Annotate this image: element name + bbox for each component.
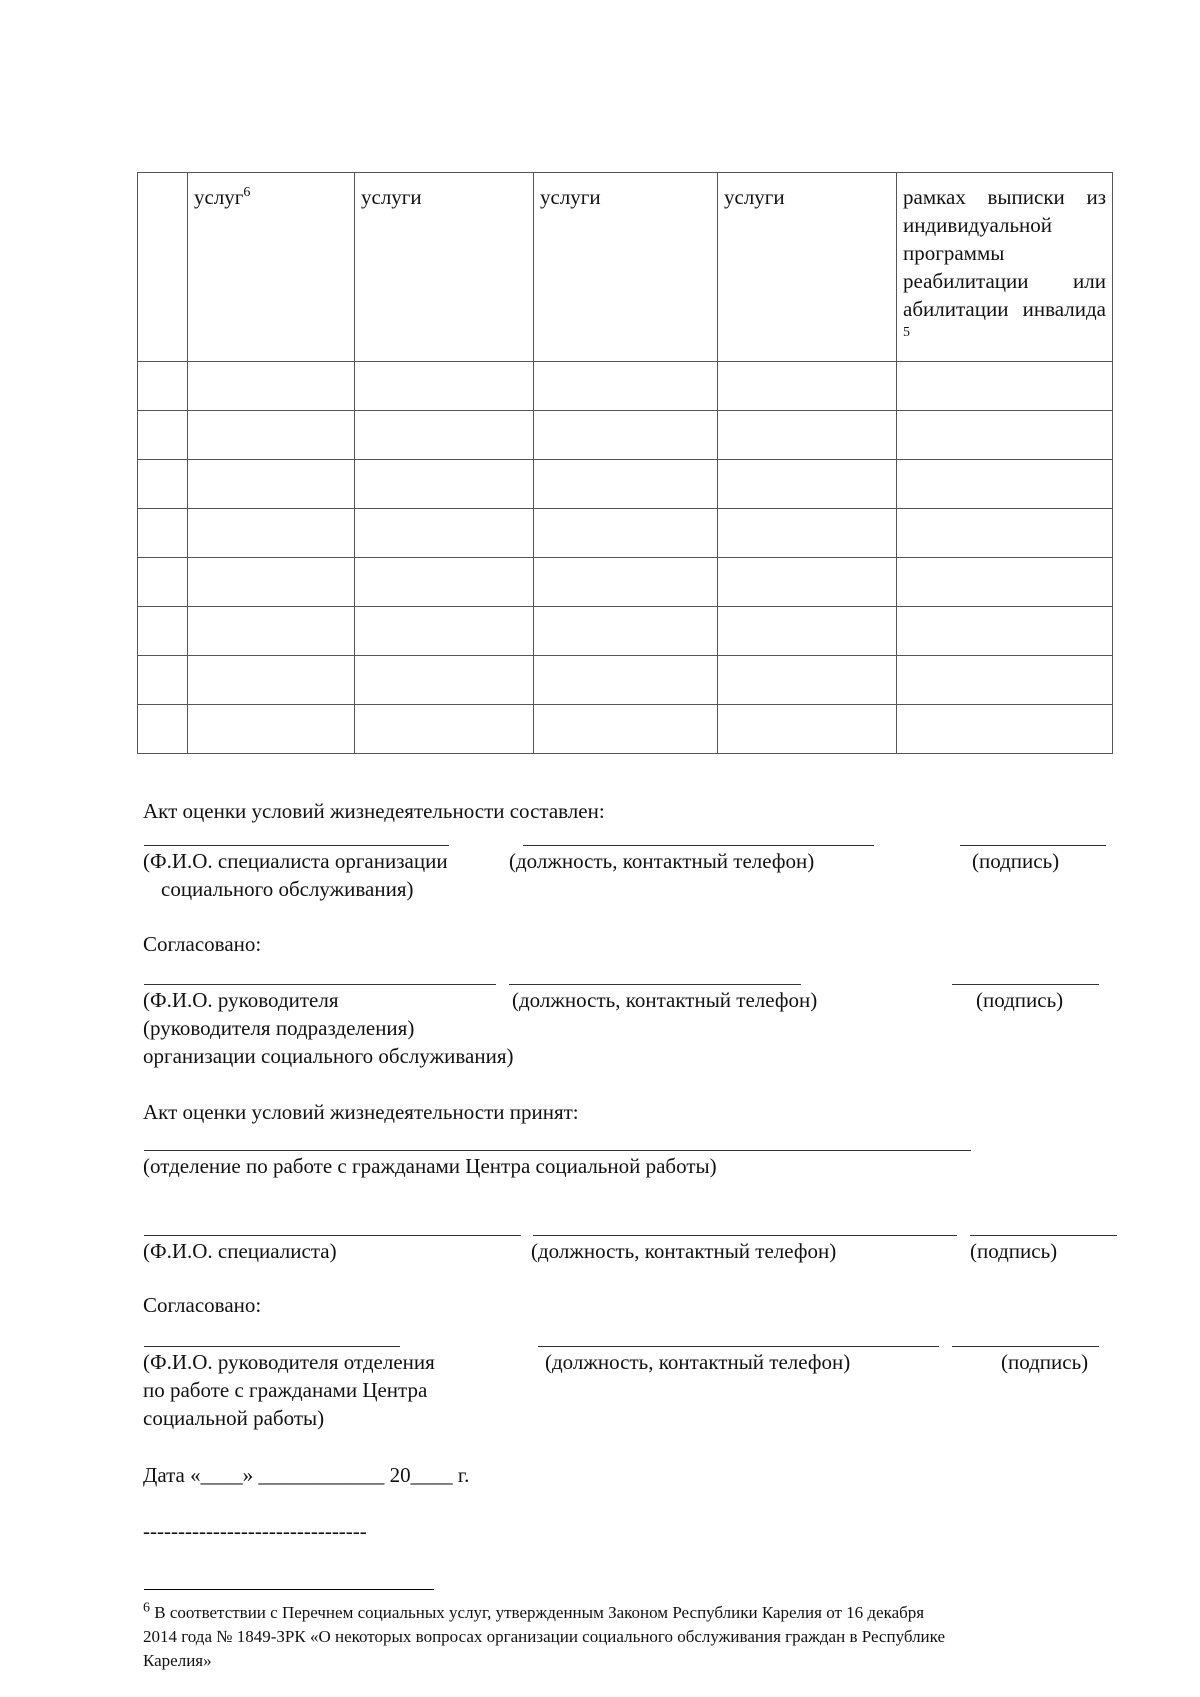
table-cell (897, 558, 1113, 607)
table-cell (188, 509, 355, 558)
table-cell (718, 656, 897, 705)
position-line (538, 1346, 939, 1347)
signature-line (960, 845, 1106, 846)
section-title-approved: Согласовано: (143, 1293, 262, 1317)
table-cell (718, 362, 897, 411)
table-header-cell: услуги (718, 173, 897, 362)
footnote-line: $^6$ В соответствии с Перечнем социальных услуг, утвержденным Законом Республики Карелия от 16 декабря (143, 1600, 925, 1622)
fio-line (144, 845, 449, 846)
fio-label: по работе с гражданами Центра (143, 1378, 428, 1402)
table-cell (188, 656, 355, 705)
table-cell (138, 509, 188, 558)
table-cell (897, 411, 1113, 460)
table-cell (897, 509, 1113, 558)
department-line (144, 1150, 971, 1151)
table-cell (138, 607, 188, 656)
table-cell (355, 705, 534, 754)
table-cell (188, 558, 355, 607)
table-row (138, 705, 1113, 754)
table-cell (188, 607, 355, 656)
table-cell (355, 656, 534, 705)
fio-label: (Ф.И.О. специалиста) (143, 1239, 337, 1263)
table-cell (355, 411, 534, 460)
table-cell (897, 607, 1113, 656)
table-cell (897, 460, 1113, 509)
dash-separator: -------------------------------- (143, 1519, 367, 1543)
table-header-cell-number (138, 173, 188, 362)
signature-label: (подпись) (972, 849, 1060, 873)
table-cell (138, 656, 188, 705)
table-row (138, 411, 1113, 460)
table-row (138, 607, 1113, 656)
position-line (509, 984, 801, 985)
section-title-approved: Согласовано: (143, 932, 262, 956)
table-cell (355, 460, 534, 509)
table-row (138, 558, 1113, 607)
fio-line (144, 1235, 521, 1236)
table-row (138, 509, 1113, 558)
table-header-cell: услуги (355, 173, 534, 362)
footnote-ref: 6 (243, 185, 251, 200)
table-header-cell-ipra: рамках выписки из индивидуальной программы реабилитации или абилитации инвалида $^5$ (897, 173, 1113, 362)
fio-label: (Ф.И.О. руководителя отделения (143, 1350, 435, 1374)
table-cell (138, 558, 188, 607)
table-cell (188, 460, 355, 509)
table-cell (355, 362, 534, 411)
date-line: Дата «____» ____________ 20____ г. (143, 1463, 470, 1487)
footnote-separator (144, 1589, 434, 1590)
table-cell (718, 705, 897, 754)
table-cell (138, 411, 188, 460)
department-label: (отделение по работе с гражданами Центра социальной работы) (143, 1154, 717, 1178)
table-cell (138, 460, 188, 509)
table-cell (355, 509, 534, 558)
table-cell (897, 362, 1113, 411)
signature-label: (подпись) (970, 1239, 1058, 1263)
table-cell (534, 656, 718, 705)
table-cell (188, 362, 355, 411)
table-cell (188, 411, 355, 460)
table-row (138, 656, 1113, 705)
services-table (137, 172, 1113, 754)
fio-label: (Ф.И.О. специалиста организации (143, 849, 448, 873)
table-cell (718, 607, 897, 656)
position-label: (должность, контактный телефон) (545, 1350, 851, 1374)
position-line (533, 1235, 957, 1236)
position-label: (должность, контактный телефон) (531, 1239, 837, 1263)
table-cell (534, 509, 718, 558)
table-cell (188, 705, 355, 754)
position-label: (должность, контактный телефон) (509, 849, 815, 873)
table-cell (718, 558, 897, 607)
table-cell (534, 607, 718, 656)
signature-line (970, 1235, 1117, 1236)
table-header-cell: услуги (534, 173, 718, 362)
fio-label: организации социального обслуживания) (143, 1044, 514, 1068)
footnote-line: Карелия» (143, 1651, 212, 1670)
table-cell (138, 705, 188, 754)
table-cell (897, 705, 1113, 754)
signature-line (952, 1346, 1099, 1347)
footnote-ref: 5 (903, 325, 910, 340)
footnote-line: 2014 года № 1849-ЗРК «О некоторых вопросах организации социального обслуживания граждан в Республике (143, 1627, 946, 1646)
table-cell (138, 362, 188, 411)
signature-label: (подпись) (1001, 1350, 1089, 1374)
footnote-mark: 6 (143, 1600, 150, 1616)
table-cell (718, 509, 897, 558)
table-cell (534, 558, 718, 607)
table-cell (718, 460, 897, 509)
table-cell (534, 705, 718, 754)
table-cell (534, 460, 718, 509)
table-cell (355, 558, 534, 607)
fio-label: (Ф.И.О. руководителя (143, 988, 339, 1012)
signature-line (952, 984, 1099, 985)
signature-label: (подпись) (976, 988, 1064, 1012)
section-title-compiled: Акт оценки условий жизнедеятельности составлен: (143, 799, 605, 823)
fio-label: социального обслуживания) (161, 877, 414, 901)
position-label: (должность, контактный телефон) (512, 988, 818, 1012)
fio-line (144, 1346, 400, 1347)
fio-label: социальной работы) (143, 1406, 325, 1430)
table-cell (534, 411, 718, 460)
section-title-accepted: Акт оценки условий жизнедеятельности принят: (143, 1100, 579, 1124)
table-row (138, 362, 1113, 411)
table-cell (718, 411, 897, 460)
table-cell (355, 607, 534, 656)
position-line (523, 845, 874, 846)
table-row (138, 460, 1113, 509)
table-header-row (138, 173, 1113, 362)
fio-label: (руководителя подразделения) (143, 1016, 415, 1040)
table-cell (534, 362, 718, 411)
fio-line (144, 984, 496, 985)
table-cell (897, 656, 1113, 705)
table-header-cell-services: услуг$^6$ (188, 173, 355, 362)
